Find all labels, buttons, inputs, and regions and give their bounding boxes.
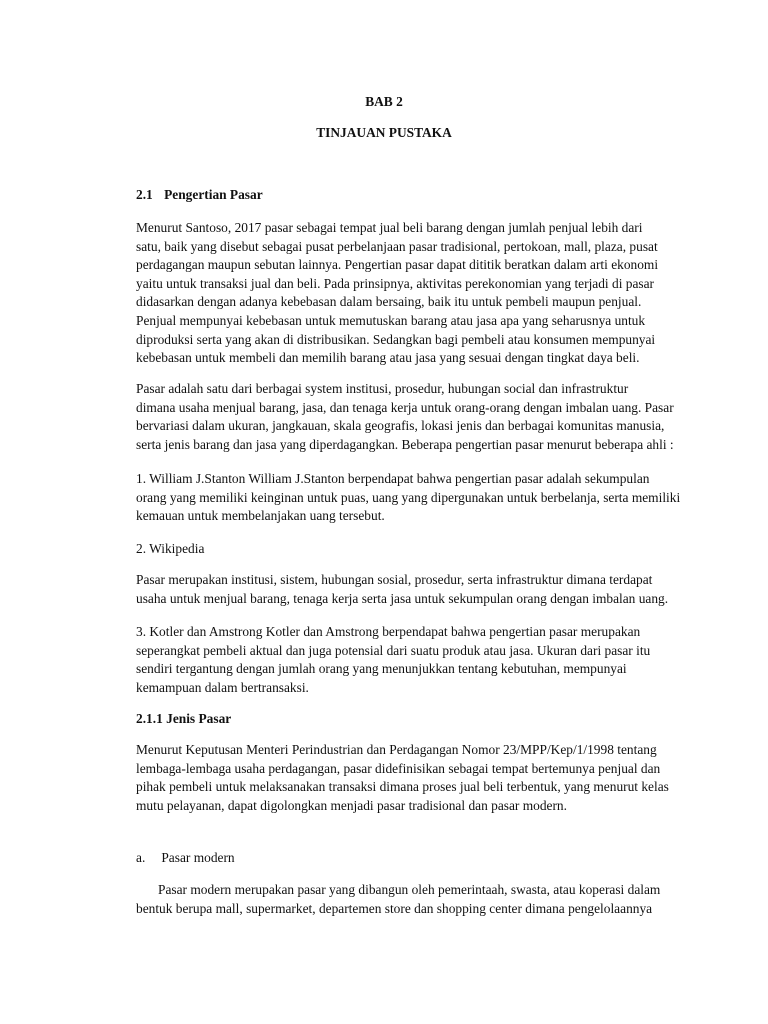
paragraph-6 <box>136 623 672 697</box>
paragraph-1 <box>136 219 672 368</box>
paragraph-line: satu, baik yang disebut sebagai pusat perbelanjaan pasar tradisional, pertokoan, mall, plaza, pusat <box>136 238 658 254</box>
paragraph-line: Menurut Keputusan Menteri Perindustrian dan Perdagangan Nomor 23/MPP/Kep/1/1998 tentang <box>136 742 657 757</box>
paragraph-line: seperangkat pembeli aktual dan juga potensial dari suatu produk atau jasa. Ukuran dari pasar itu <box>136 642 651 658</box>
paragraph-line: kemauan untuk membelanjakan uang tersebut. <box>136 508 385 524</box>
paragraph-line: dimana usaha menjual barang, jasa, dan tenaga kerja untuk orang-orang dengan imbalan uang. Pasar <box>136 399 674 415</box>
paragraph-7 <box>136 741 672 815</box>
paragraph-line: bentuk berupa mall, supermarket, departemen store dan shopping center dimana pengelolaannya <box>136 900 653 916</box>
list-item-label: Pasar modern <box>161 850 235 865</box>
paragraph-line: 2. Wikipedia <box>136 541 205 556</box>
paragraph-line: yaitu untuk transaksi jual dan beli. Pada prinsipnya, aktivitas perekonomian yang terjadi di pasar <box>136 275 655 291</box>
paragraph-line: Pasar adalah satu dari berbagai system institusi, prosedur, hubungan social dan infrastruktur <box>136 381 629 396</box>
paragraph-line: sendiri tergantung dengan jumlah orang yang menunjukkan tentang kebutuhan, mempunyai <box>136 661 627 677</box>
paragraph-line: Penjual mempunyai kebebasan untuk memutuskan barang atau jasa apa yang seharusnya untuk <box>136 312 646 328</box>
list-marker: a. <box>136 850 146 865</box>
paragraph-line: pihak pembeli untuk melaksanakan transaksi dimana proses jual beli terbentuk, yang menurut kelas <box>136 779 669 795</box>
paragraph-line: perdagangan maupun sebutan lainnya. Pengertian pasar dapat dititik beratkan dalam arti ekonomi <box>136 257 659 273</box>
paragraph-line: diproduksi serta yang akan di distribusikan. Sedangkan bagi pembeli atau konsumen mempunyai <box>136 331 656 347</box>
paragraph-line: Pasar merupakan institusi, sistem, hubungan sosial, prosedur, serta infrastruktur dimana terdapat <box>136 572 653 587</box>
section-heading-2-1 <box>136 186 263 205</box>
paragraph-line: serta jenis barang dan jasa yang diperdagangkan. Beberapa pengertian pasar menurut beberapa ahli : <box>136 436 674 452</box>
paragraph-line: 3. Kotler dan Amstrong Kotler dan Amstrong berpendapat bahwa pengertian pasar merupakan <box>136 624 641 639</box>
paragraph-line: 1. William J.Stanton William J.Stanton berpendapat bahwa pengertian pasar adalah sekumpulan <box>136 471 650 486</box>
chapter-heading: BAB 2 <box>365 94 403 109</box>
section-heading-2-1-1: 2.1.1 Jenis Pasar <box>136 711 232 726</box>
paragraph-line: kebebasan untuk membeli dan memilih barang atau jasa yang sesuai dengan tingkat daya beli. <box>136 350 640 366</box>
paragraph-2 <box>136 380 672 454</box>
paragraph-line: didasarkan dengan adanya kebebasan dalam bersaing, baik itu untuk pembeli maupun penjual. <box>136 294 642 310</box>
section-title: Pengertian Pasar <box>164 187 263 202</box>
paragraph-3 <box>136 470 681 526</box>
paragraph-line: usaha untuk menjual barang, tenaga kerja serta jasa untuk sekumpulan orang dengan imbalan uang. <box>136 590 669 606</box>
paragraph-line: orang yang memiliki keinginan untuk puas, uang yang dipergunakan untuk berbelanja, serta memiliki <box>136 489 681 505</box>
paragraph-line: Pasar modern merupakan pasar yang dibangun oleh pemerintaah, swasta, atau koperasi dalam <box>158 882 661 897</box>
chapter-title: TINJAUAN PUSTAKA <box>316 125 452 140</box>
paragraph-line: mutu pelayanan, dapat digolongkan menjadi pasar tradisional dan pasar modern. <box>136 797 567 813</box>
section-number: 2.1 <box>136 187 153 202</box>
paragraph-8 <box>136 881 676 918</box>
list-item-a <box>136 849 235 868</box>
paragraph-5 <box>136 571 672 608</box>
paragraph-line: bervariasi dalam ukuran, jangkauan, skala geografis, lokasi jenis dan berbagai komunitas manusia, <box>136 418 665 434</box>
paragraph-line: lembaga-lembaga usaha perdagangan, pasar didefinisikan sebagai tempat bertemunya penjual dan <box>136 760 661 776</box>
paragraph-line: kemampuan dalam bertransaksi. <box>136 679 309 695</box>
paragraph-line: Menurut Santoso, 2017 pasar sebagai tempat jual beli barang dengan jumlah penjual lebih dari <box>136 220 643 235</box>
paragraph-4 <box>136 540 672 559</box>
